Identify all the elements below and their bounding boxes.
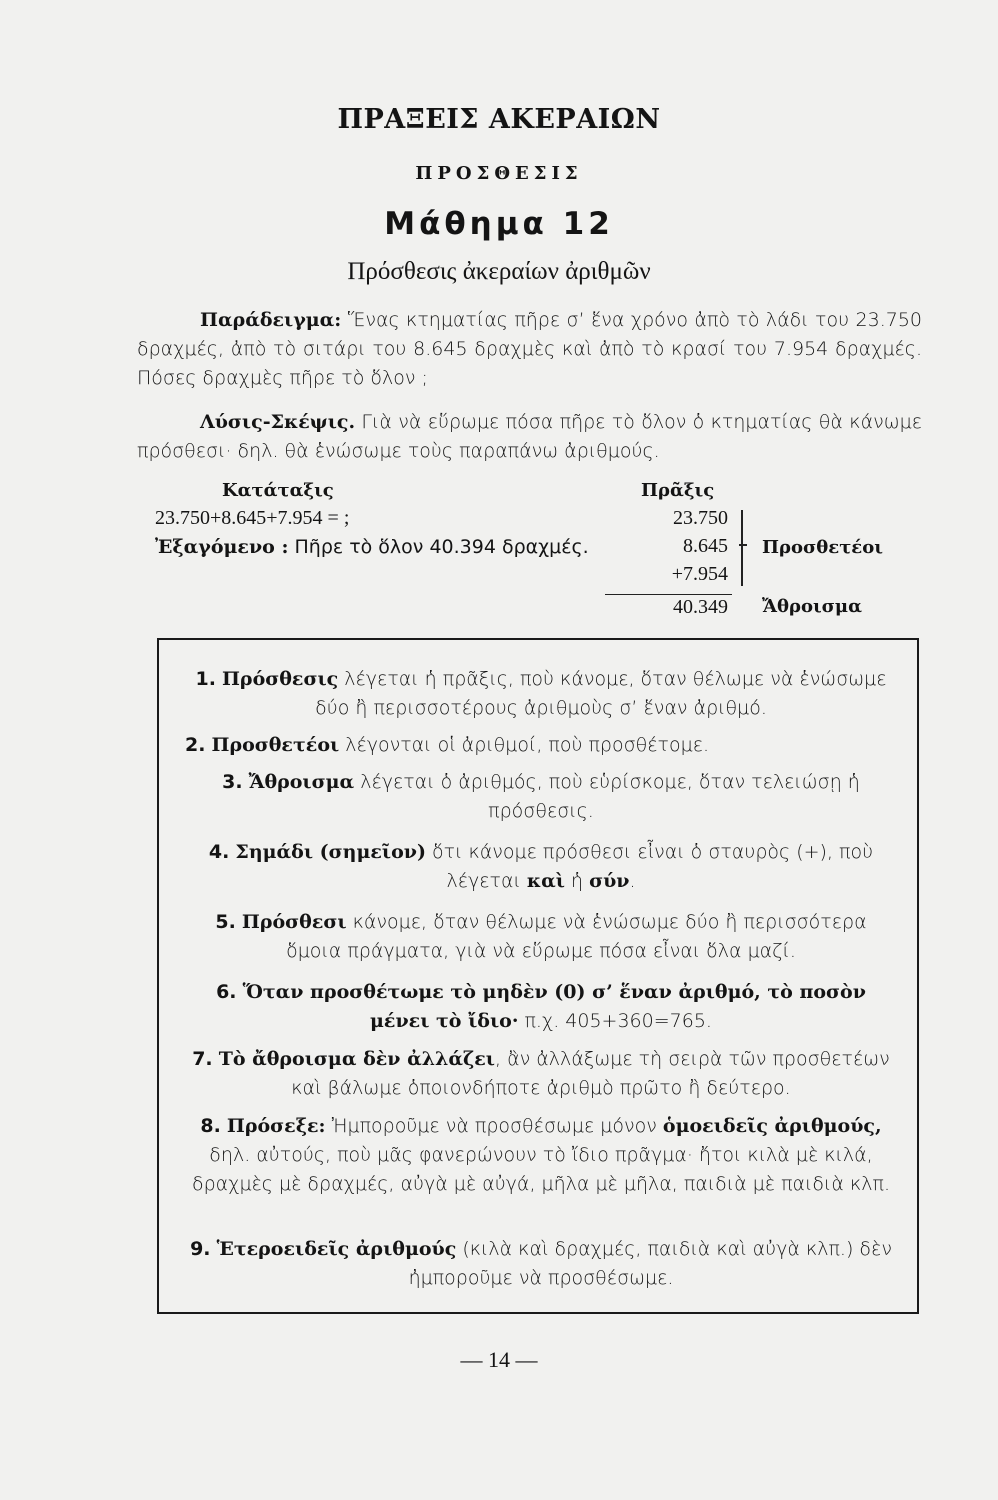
operation-heading: Πρᾶξις <box>641 480 715 501</box>
result-label: Ἐξαγόμενο : <box>155 536 289 558</box>
rule-text: , ἂν ἀλλάξωμε τὴ σειρὰ τῶν προσθετέων καὶ βάλωμε ὁποιονδήποτε ἀριθμὸ πρῶτο ἢ δεύτερο. <box>291 1048 890 1099</box>
rule-term: Πρόσθεσις <box>221 668 339 690</box>
rule-number: 1. <box>195 668 216 690</box>
rule-item <box>185 838 897 896</box>
rule-term: Προσθετέοι <box>211 734 340 756</box>
solution-label: Λύσις-Σκέψις. <box>200 411 356 433</box>
rule-term: ὁμοειδεῖς ἀριθμούς, <box>662 1115 882 1137</box>
rule-term: Τὸ ἄθροισμα δὲν ἀλλάζει <box>218 1048 495 1070</box>
rule-text: λέγονται οἱ ἀριθμοί, ποὺ προσθέτομε. <box>339 734 710 756</box>
example-text: Ἕνας κτηματίας πῆρε σ’ ἕνα χρόνο ἀπὸ τὸ λάδι του 23.750 δραχμές, ἀπὸ τὸ σιτάρι του 8.645 δραχμὲς καὶ ἀπὸ τὸ κρασί του 7.954 δραχμές. Πόσες δραχμὲς πῆρε τὸ ὅλον ; <box>137 309 922 389</box>
solution-paragraph <box>137 408 922 466</box>
brace-icon <box>735 510 743 586</box>
rule-item <box>185 1045 897 1103</box>
addend: 23.750 <box>673 507 728 529</box>
example-paragraph <box>137 306 922 393</box>
rule-number: 9. <box>190 1238 211 1260</box>
rule-text: (κιλὰ καὶ δραχμές, παιδιὰ καὶ αὐγὰ κλπ.) δὲν ἠμποροῦμε νὰ προσθέσωμε. <box>408 1238 892 1289</box>
rule-number: 7. <box>192 1048 213 1070</box>
rule-term: Πρόσεξε: <box>226 1115 326 1137</box>
rule-text: ὅτι κάνομε πρόσθεσι εἶναι ὁ σταυρὸς (+), ποὺ λέγεται <box>425 841 874 892</box>
arrangement-result <box>155 536 589 558</box>
rule-text: . <box>629 870 636 892</box>
page-number: — 14 — <box>460 1347 538 1372</box>
rule-text: κάνομε, ὅταν θέλωμε νὰ ἑνώσωμε δύο ἢ περισσότερα ὅμοια πράγματα, γιὰ νὰ εὕρωμε πόσα εἶναι ὅλα μαζί. <box>286 911 867 962</box>
sum-rule-line <box>605 594 732 595</box>
rule-item <box>185 665 897 723</box>
rule-term: Σημάδι (σημεῖον) <box>235 841 426 863</box>
rule-item <box>185 731 897 760</box>
section-title: ΠΡΟΣΘΕΣΙΣ <box>415 163 583 184</box>
solution-text: Γιὰ νὰ εὕρωμε πόσα πῆρε τὸ ὅλον ὁ κτηματίας θὰ κάνωμε πρόσθεσι· δηλ. θὰ ἑνώσωμε τοὺς παραπάνω ἀριθμούς. <box>137 411 922 462</box>
rule-term: Πρόσθεσι <box>241 911 347 933</box>
rule-item <box>185 1235 897 1293</box>
rule-term: σύν <box>589 870 630 892</box>
addend: +7.954 <box>671 563 728 585</box>
addends-label: Προσθετέοι <box>762 537 883 558</box>
arrangement-equation: 23.750+8.645+7.954 = ; <box>155 507 350 529</box>
arrangement-heading: Κατάταξις <box>222 480 334 501</box>
sum-label: Ἄθροισμα <box>762 596 862 617</box>
lesson-title: Μάθημα 12 <box>384 206 614 242</box>
rule-item <box>185 908 897 966</box>
rule-number: 3. <box>222 771 243 793</box>
rule-item <box>185 1112 897 1199</box>
lesson-subtitle: Πρόσθεσις ἀκεραίων ἀριθμῶν <box>347 258 651 285</box>
rule-number: 6. <box>216 981 237 1003</box>
rule-term: Ἄθροισμα <box>248 771 355 793</box>
brace-tip-icon <box>739 544 747 546</box>
rule-term: Ὅταν προσθέτωμε τὸ μηδὲν (0) σ’ ἕναν ἀριθμό, τὸ ποσὸν μένει τὸ ἴδιο· <box>242 981 866 1032</box>
rule-item <box>185 768 897 826</box>
rule-text: λέγεται ἡ πρᾶξις, ποὺ κάνομε, ὅταν θέλωμε νὰ ἑνώσωμε δύο ἢ περισσοτέρους ἀριθμοὺς σ’ ἕναν ἀριθμό. <box>315 668 887 719</box>
rule-term: καὶ <box>526 870 565 892</box>
rule-text: π.χ. 405+360=765. <box>518 1010 712 1032</box>
sum-value: 40.349 <box>673 596 728 618</box>
rule-item <box>185 978 897 1036</box>
rule-text: Ἠμποροῦμε νὰ προσθέσωμε μόνον <box>325 1115 663 1137</box>
rule-text: λέγεται ὁ ἀριθμός, ποὺ εὑρίσκομε, ὅταν τελειώσῃ ἡ πρόσθεσις. <box>354 771 860 822</box>
rule-number: 4. <box>208 841 230 863</box>
example-label: Παράδειγμα: <box>200 309 342 331</box>
rule-term: Ἑτεροειδεῖς ἀριθμούς <box>216 1238 457 1260</box>
addend: 8.645 <box>683 535 728 557</box>
result-text: Πῆρε τὸ ὅλον 40.394 δραχμές. <box>288 536 589 558</box>
rule-text: δηλ. αὐτούς, ποὺ μᾶς φανερώνουν τὸ ἴδιο πρᾶγμα· ἤτοι κιλὰ μὲ κιλά, δραχμὲς μὲ δραχμές, αὐγὰ μὲ αὐγά, μῆλα μὲ μῆλα, παιδιὰ μὲ παιδιὰ κλπ. <box>192 1144 890 1195</box>
rule-number: 5. <box>215 911 236 933</box>
rule-number: 2. <box>185 734 206 756</box>
rule-number: 8. <box>200 1115 221 1137</box>
chapter-title: ΠΡΑΞΕΙΣ ΑΚΕΡΑΙΩΝ <box>337 104 661 135</box>
rule-text: ἡ <box>564 870 590 892</box>
